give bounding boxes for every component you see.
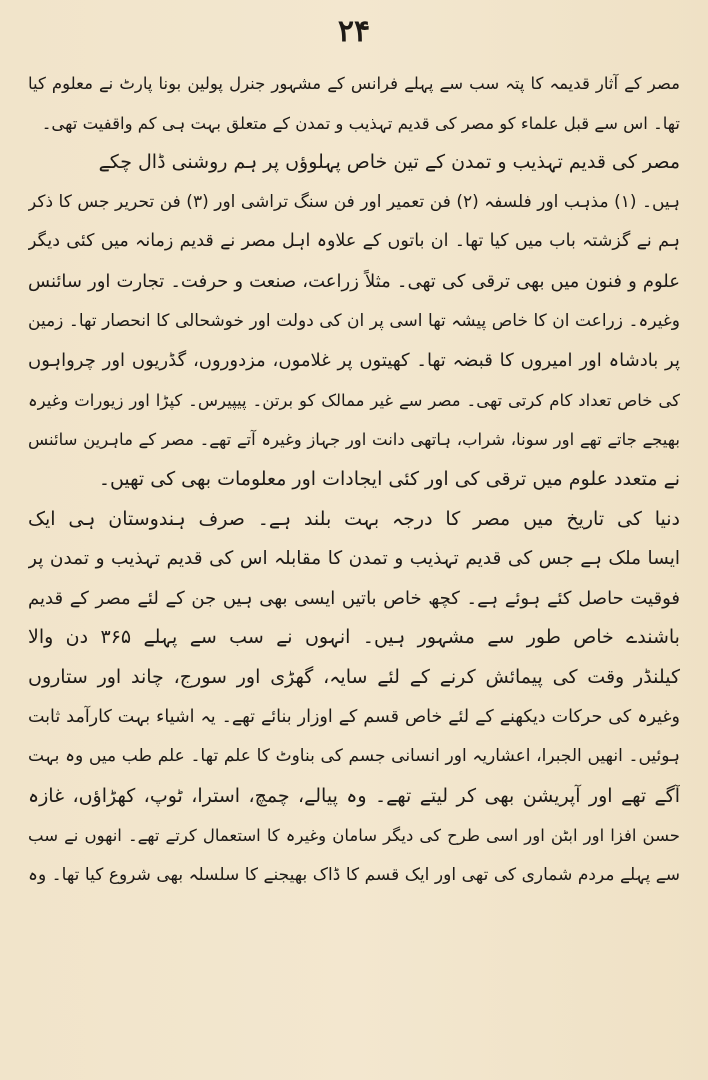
text-line: پر بادشاہ اور امیروں کا قبضہ تھا۔ کھیتوں پر غلاموں، مزدوروں، گڈریوں اور چرواہوں: [28, 350, 680, 372]
text-line: تھا۔ اس سے قبل علماء کو مصر کی قدیم تہذیب و تمدن کے متعلق بہت ہی کم واقفیت تھی۔: [41, 113, 680, 133]
text-line: باشندے خاص طور سے مشہور ہیں۔ انہوں نے سب سے پہلے ۳۶۵ دن والا: [28, 626, 680, 649]
body-text: [28, 64, 680, 895]
page-number: ۲۴: [337, 14, 371, 49]
text-line: وغیرہ۔ زراعت ان کا خاص پیشہ تھا اسی پر ان کی دولت اور خوشحالی کا انحصار تھا۔ زمین: [28, 310, 680, 331]
text-line: آگے تھے اور آپریشن بھی کر لیتے تھے۔ وہ پیالے، چمچ، استرا، ٹوپ، کھڑاؤں، غازہ: [28, 784, 680, 807]
text-line: نے متعدد علوم میں ترقی کی اور کئی ایجادات اور معلومات بھی کی تھیں۔: [98, 467, 680, 490]
text-line: بھیجے جاتے تھے اور سونا، شراب، ہاتھی دانت اور جہاز وغیرہ آتے تھے۔ مصر کے ماہرین سائنس: [28, 430, 680, 450]
text-line: مصر کی قدیم تہذیب و تمدن کے تین خاص پہلوؤں پر ہم روشنی ڈال چکے: [98, 151, 680, 174]
text-line: مصر کے آثار قدیمہ کا پتہ سب سے پہلے فرانس کے مشہور جنرل پولین بونا پارٹ نے معلوم کیا: [28, 74, 680, 93]
text-line: فوقیت حاصل کئے ہوئے ہے۔ کچھ خاص باتیں ایسی بھی ہیں جن کے لئے مصر کے قدیم: [28, 587, 680, 609]
text-line: ایسا ملک ہے جس کی قدیم تہذیب و تمدن کا مقابلہ اس کی قدیم تہذیب و تمدن پر: [28, 548, 680, 570]
text-line: دنیا کی تاریخ میں مصر کا درجہ بہت بلند ہے۔ صرف ہندوستان ہی ایک: [28, 507, 680, 530]
text-line: حسن افزا اور ابٹن اور اسی طرح کی دیگر سامان وغیرہ کا استعمال کرتے تھے۔ انھوں نے سب: [28, 826, 680, 846]
text-line: ہیں۔ (۱) مذہب اور فلسفہ (۲) فن تعمیر اور فن سنگ تراشی اور (۳) فن تحریر جس کا ذکر: [28, 191, 680, 212]
text-line: ہوئیں۔ انھیں الجبرا، اعشاریہ اور انسانی جسم کی بناوٹ کا علم تھا۔ علم طب میں وہ بہت: [28, 746, 680, 767]
text-line: علوم و فنون میں بھی ترقی کی تھی۔ مثلاً زراعت، صنعت و حرفت۔ تجارت اور سائنس: [28, 270, 680, 292]
text-line: سے پہلے مردم شماری کی تھی اور ایک قسم کا ڈاک بھیجنے کا سلسلہ بھی شروع کیا تھا۔ وہ: [28, 864, 680, 885]
text-line: کی خاص تعداد کام کرتی تھی۔ مصر سے غیر ممالک کو برتن۔ پیپیرس۔ کپڑا اور زیورات وغیرہ: [28, 390, 680, 410]
text-line: کیلنڈر وقت کی پیمائش کرنے کے لئے سایہ، گھڑی اور سورج، چاند اور ستاروں: [28, 665, 680, 688]
text-line: وغیرہ کی حرکات دیکھنے کے لئے خاص قسم کے اوزار بنائے تھے۔ یہ اشیاء بہت کارآمد ثابت: [28, 706, 680, 727]
text-line: ہم نے گزشتہ باب میں کیا تھا۔ ان باتوں کے علاوہ اہل مصر نے قدیم زمانہ میں کئی دیگر: [28, 231, 680, 252]
